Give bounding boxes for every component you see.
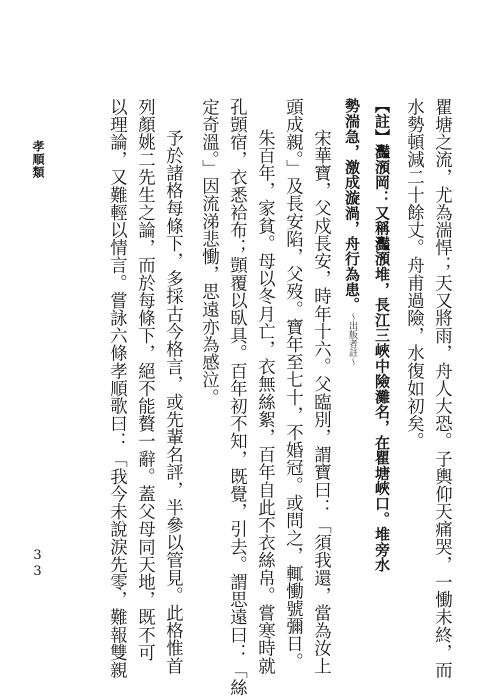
text-column-4: 頭成親。」及長安陷，父歿。寶年至七十，不婚冠。或問之，輒慟號彌日。 [282,98,303,671]
text-column-10: 以理論，又難輕以情言。嘗詠六條孝順歌曰：「我今未說淚先零，難報雙親 [106,98,127,679]
annotation-continuation: 勢湍急，激成漩渦，舟行為患。 [343,98,361,313]
section-header: 孝順類 [31,140,45,179]
text-column-2: 水勢頓減二十餘丈。舟甫過險，水復如初矣。 [403,98,424,450]
annotation-label: 【註】 [373,98,391,144]
annotation-column-1 [374,98,389,572]
publisher-note-tag: ～出版者註～ [347,312,357,367]
text-column-1: 瞿塘之流，尤為湍悍；天又將雨，舟人大恐。子輿仰天痛哭，一慟未終，而 [431,98,452,679]
text-column-6: 孔顗宿，衣悉袷布；顗覆以臥具。百年初不知，既覺，引去。謂思遠曰：「絲 [226,98,247,696]
text-column-8: 予於諸格每條下，多採古今格言，或先輩名評，半參以管見。此格惟首 [162,129,183,675]
text-column-9: 列顏姚二先生之論，而於每條下，絕不能贅一辭。蓋父母同天地，既不可 [134,98,155,662]
text-column-7: 定奇溫。」因流涕悲慟，思遠亦為感泣。 [198,98,219,407]
page-number: 33 [30,548,45,580]
annotation-column-2 [344,98,359,366]
text-column-3: 宋華寶，父戍長安，時年十六。父臨別，謂寶曰：「須我還，當為汝上 [310,129,331,675]
text-column-5: 朱百年，家貧。母以冬月亡，衣無絲絮，百年自此不衣絲帛。嘗寒時就 [254,129,275,675]
annotation-text: 灩澦岡：又稱灩澦堆，長江三峽中險灘名，在瞿塘峽口。堆旁水 [373,143,391,573]
